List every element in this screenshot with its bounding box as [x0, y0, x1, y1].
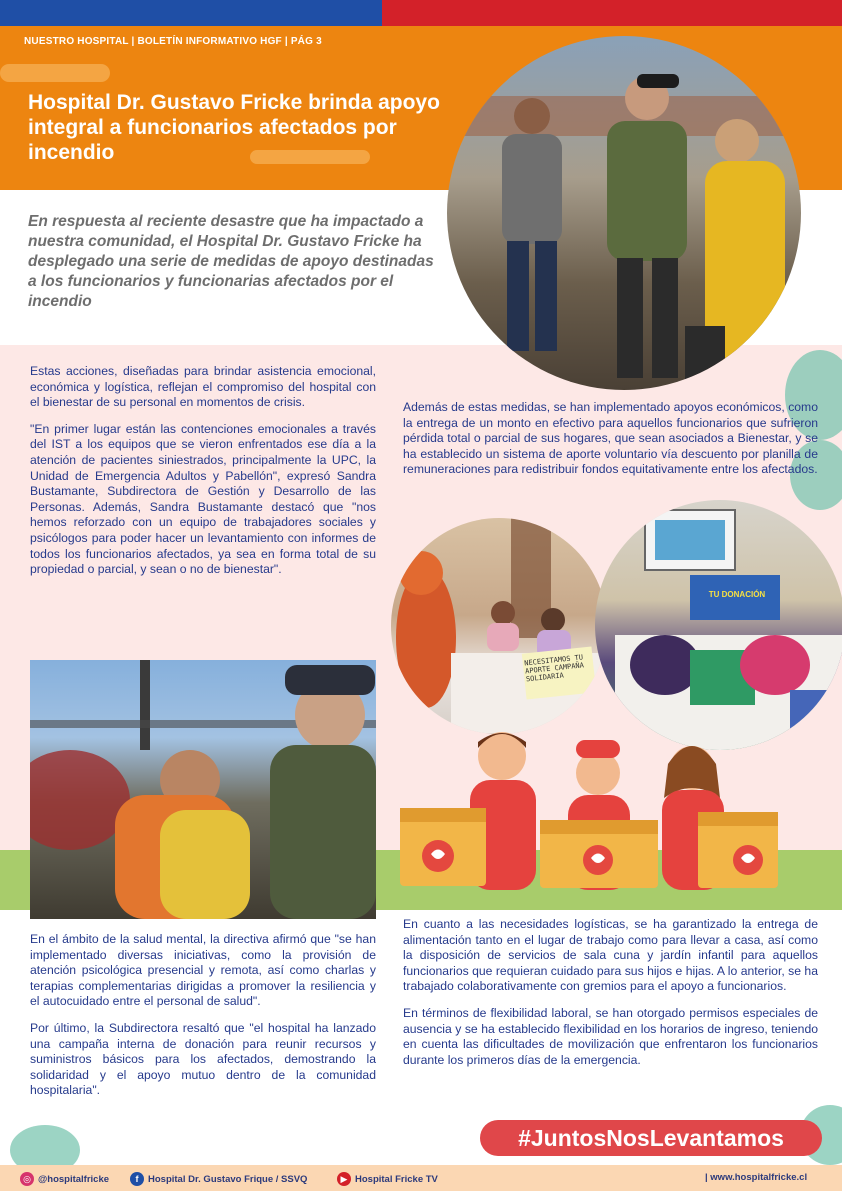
desk-sign-text: NECESITAMOS TU APORTE CAMPAÑA SOLIDARIA — [523, 653, 585, 684]
paragraph: En el ámbito de la salud mental, la directiva afirmó que "se han implementado diversas iniciativas, como la provisión de atención psicológica presencial y remota, así como charlas y terapias complementarias dirigidas a promover la resiliencia y el autocuidado entre el personal de salud". — [30, 932, 376, 1009]
right-column-top — [403, 400, 818, 489]
article-title: Hospital Dr. Gustavo Fricke brinda apoyo integral a funcionarios afectados por incendio — [28, 91, 440, 164]
left-column-top — [30, 364, 376, 589]
instagram-icon: ◎ — [20, 1172, 34, 1186]
photo-fire-site-visit — [447, 36, 801, 390]
youtube-channel: Hospital Fricke TV — [355, 1173, 438, 1185]
volunteers-drawing — [400, 728, 796, 908]
photo-donation-box — [595, 500, 842, 750]
footer-facebook-link[interactable] — [130, 1172, 307, 1186]
facebook-icon: f — [130, 1172, 144, 1186]
photo-desk-illustration — [391, 518, 607, 734]
top-stripe-red — [382, 0, 842, 26]
right-column-bottom — [403, 917, 818, 1079]
footer-youtube-link[interactable] — [337, 1172, 438, 1186]
section-label: NUESTRO HOSPITAL | BOLETÍN INFORMATIVO HGF | PÁG 3 — [24, 36, 322, 47]
photo-hug — [30, 660, 376, 919]
footer-website-link[interactable]: | www.hospitalfricke.cl — [705, 1172, 808, 1183]
hashtag-badge: #JuntosNosLevantamos — [480, 1120, 822, 1156]
paragraph: En cuanto a las necesidades logísticas, se ha garantizado la entrega de alimentación tanto en el lugar de trabajo como para llevar a casa, así como la disposición de servicios de sala cuna y jardín infantil para aquellos funcionarios que requieran cuidado para sus hijos e hijas. A lo anterior, se ha trabajado colaborativamente con gremios para el apoyo a funcionarios. — [403, 917, 818, 994]
paragraph: Además de estas medidas, se han implementado apoyos económicos, como la entrega de un monto en efectivo para aquellos funcionarios que sufrieron pérdida total o parcial de sus hogares, que sean asociados a Bienestar, y se ha establecido un sistema de aporte voluntario vía descuento por planilla de remuneraciones para redistribuir fondos equitativamente entre los afectados. — [403, 400, 818, 477]
top-stripe-blue — [0, 0, 382, 26]
instagram-handle: @hospitalfricke — [38, 1173, 110, 1185]
footer-instagram-link[interactable] — [20, 1172, 109, 1186]
paragraph: "En primer lugar están las contenciones emocionales a través del IST a los equipos que se vieron enfrentados ese día a la atención de pacientes siniestrados, principalmente la UPC, la Unidad de Emergencia Adultos y Pabellón", expresó Sandra Bustamante, Subdirectora de Gestión y Desarrollo de las Personas. Además, Sandra Bustamante destacó que "nos hemos reforzado con un equipo de trabajadores sociales y psicólogos para poder hacer un levantamiento con informes de todos los funcionarios afectados, ya sea en forma total de su propiedad o parcial, y sean o no de bienestar". — [30, 421, 376, 577]
paragraph: Por último, la Subdirectora resaltó que "el hospital ha lanzado una campaña interna de donación para reunir recursos y suministros básicos para los afectados, demostrando la solidaridad y el apoyo mutuo dentro de la comunidad hospitalaria". — [30, 1020, 376, 1098]
photo-hug-illustration — [30, 660, 376, 919]
paragraph: En términos de flexibilidad laboral, se han otorgado permisos especiales de ausencia y se ha establecido flexibilidad en los horarios de ingreso, teniendo en cuenta las dificultades de movilización que enfrentaron los funcionarios durante los primeros días de la emergencia. — [403, 1005, 818, 1067]
decor-cloud — [0, 64, 110, 82]
facebook-page: Hospital Dr. Gustavo Frique / SSVQ — [148, 1173, 308, 1185]
volunteers-illustration — [400, 728, 796, 908]
photo-donation-desk — [391, 518, 607, 734]
photo-box-illustration — [595, 500, 842, 750]
youtube-icon: ▶ — [337, 1172, 351, 1186]
left-column-bottom — [30, 932, 376, 1110]
photo-people-illustration — [447, 36, 801, 390]
lead-paragraph: En respuesta al reciente desastre que ha impactado a nuestra comunidad, el Hospital Dr. Gustavo Fricke ha desplegado una serie de medidas de apoyo destinadas a los funcionarios y funcionarias afectados por el incendio — [28, 213, 434, 310]
paragraph: Estas acciones, diseñadas para brindar asistencia emocional, económica y logística, reflejan el compromiso del hospital con el bienestar de su personal en momentos de crisis. — [30, 364, 376, 410]
box-sign-text: TU DONACIÓN — [708, 590, 766, 599]
